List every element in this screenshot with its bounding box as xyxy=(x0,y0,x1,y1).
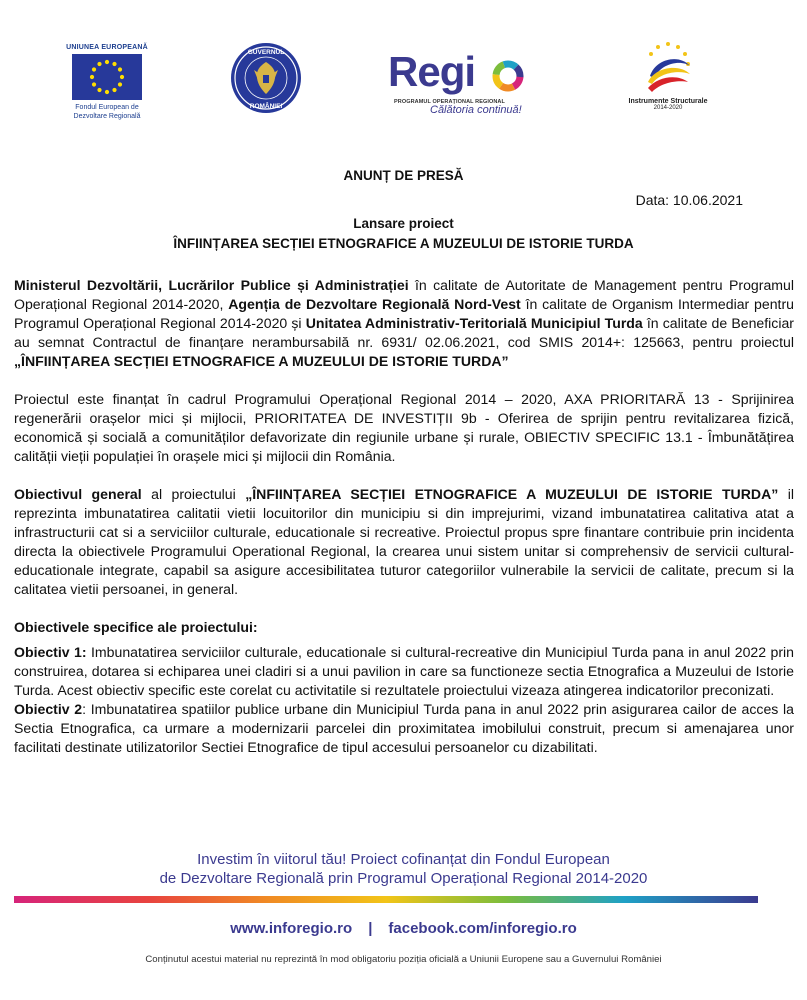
structural-instruments-title: Instrumente Structurale xyxy=(628,98,708,105)
inforegio-website-link[interactable]: www.inforegio.ro xyxy=(230,920,353,937)
footer-links xyxy=(0,920,807,937)
objective-1-text: Imbunatatirea serviciilor culturale, educationale si cultural-recreative din Municipiul Turda pana in anul 2022 prin construirea, dotarea si echiparea unei cladiri si a unui pavilion in care sa functioneze sectia Etnografica a Muzeului de Istorie Turda. Acest obiectiv specific este corelat cu activitatile si rezultatele proiectului vizeaza atingerea indicatorilor preconizati. xyxy=(14,644,795,698)
eu-star-icon xyxy=(112,88,116,92)
objective-1-label: Obiectiv 1: xyxy=(14,644,87,660)
eu-caption: UNIUNEA EUROPEANĂ xyxy=(66,44,148,51)
paragraph-general-objective xyxy=(14,485,794,599)
paragraph-contract xyxy=(14,276,794,371)
press-release-title: ANUNȚ DE PRESĂ xyxy=(343,168,464,183)
eu-fund-label-1: Fondul European de xyxy=(75,104,139,111)
structural-instruments-years: 2014-2020 xyxy=(653,105,683,111)
regio-wordmark: Regi xyxy=(388,48,476,95)
ministry-name: Ministerul Dezvoltării, Lucrărilor Publice și Administrației xyxy=(14,277,409,293)
eu-star-icon xyxy=(97,88,101,92)
eu-star-icon xyxy=(118,82,122,86)
link-separator: | xyxy=(368,920,373,937)
paragraph-text: în calitate de Beneficiar au semnat Contractul de finanțare nerambursabilă nr. 6931/ 02.06.2021, cod SMIS 2014+: 125663, pentru proiectul xyxy=(14,315,794,350)
regio-program-label: PROGRAMUL OPERAȚIONAL REGIONAL xyxy=(394,99,505,105)
svg-text:ROMÂNIEI: ROMÂNIEI xyxy=(249,103,283,110)
objective-1 xyxy=(14,643,794,700)
structural-instruments-logo xyxy=(622,40,714,111)
eu-logo xyxy=(66,44,148,121)
facebook-link[interactable]: facebook.com/inforegio.ro xyxy=(388,920,577,937)
eu-star-icon xyxy=(118,67,122,71)
objective-2-label: Obiectiv 2 xyxy=(14,701,83,717)
objective-2-container xyxy=(14,700,794,812)
objective-2 xyxy=(14,700,794,757)
svg-text:GUVERNUL: GUVERNUL xyxy=(247,49,285,56)
slogan-line-2: de Dezvoltare Regională prin Programul Operațional Regional 2014-2020 xyxy=(159,870,648,887)
project-title: ÎNFIINȚAREA SECȚIEI ETNOGRAFICE A MUZEULUI DE ISTORIE TURDA xyxy=(173,236,634,251)
romanian-government-seal-icon xyxy=(230,42,302,114)
agency-name: Agenția de Dezvoltare Regională Nord-Vest xyxy=(228,296,521,312)
project-name-inline: „ÎNFIINȚAREA SECȚIEI ETNOGRAFICE A MUZEULUI DE ISTORIE TURDA” xyxy=(245,486,779,502)
eu-star-icon xyxy=(120,75,124,79)
eu-disclaimer: Conținutul acestui material nu reprezintă în mod obligatoriu poziția oficială a Uniunii Europene sau a Guvernului României xyxy=(145,954,662,965)
eu-star-icon xyxy=(105,90,109,94)
launch-heading: Lansare proiect xyxy=(353,216,454,231)
eu-fund-label-2: Dezvoltare Regională xyxy=(73,113,141,120)
general-objective-label: Obiectivul general xyxy=(14,486,142,502)
eu-star-icon xyxy=(105,60,109,64)
eu-star-icon xyxy=(90,75,94,79)
press-release-body xyxy=(14,276,794,812)
objective-2-text: : Imbunatatirea spatiilor publice urbane din Municipiul Turda pana in anul 2022 prin asigurarea cailor de acces la Sectia Etnografica, ca urmare a modernizarii parcelei din proximitatea imobilului construit, precum si amenajarea unor facilitati destinate utilizatorilor Sectiei Etnografice de tipul accesului persoanelor cu dizabilitati. xyxy=(14,701,794,755)
paragraph-text: al proiectului xyxy=(141,486,246,502)
paragraph-text: în calitate de Autoritate de Management pentru Programul Operațional Regional 2014-2020, xyxy=(14,277,795,312)
regio-tagline: Călătoria continuă! xyxy=(430,104,522,116)
eu-star-icon xyxy=(112,62,116,66)
paragraph-text: il reprezinta imbunatatirea calitatii vietii locuitorilor din municipiu si din imprejurimi, vizand imbunatatirea calitativa atat a infrastructurii cat si a serviciilor culturale, educationale si recreative. Proiectul propus spre finantare contribuie prin incidenta directa la obiectivele Programului Operational Regional, la crearea unui sistem unitar si comprehensiv de servicii cultural-educationale integrate, capabil sa asigure accesibilitatea tuturor categoriilor vulnerabile la servicii de calitate, precum si la calitatea vietii persoanei, in general. xyxy=(14,486,794,597)
structural-instruments-emblem-icon xyxy=(638,40,698,96)
regio-logo xyxy=(388,48,538,120)
rainbow-divider xyxy=(14,896,758,903)
logo-header xyxy=(0,40,807,130)
eu-flag-icon xyxy=(72,54,142,100)
release-date: Data: 10.06.2021 xyxy=(635,192,743,208)
beneficiary-name: Unitatea Administrativ-Teritorială Municipiul Turda xyxy=(305,315,643,331)
paragraph-funding: Proiectul este finanțat în cadrul Programului Operațional Regional 2014 – 2020, AXA PRIORITARĂ 13 - Sprijinirea regenerării orașelor mici și mijlocii, PRIORITATEA DE INVESTIȚII 9b - Oferirea de sprijin pentru revitalizarea fizică, economică și socială a comunităților defavorizate din regiunile urbane și rurale, OBIECTIV SPECIFIC 13.1 - Îmbunătățirea calității vieții populației în orașele mici și mijlocii din România. xyxy=(14,391,794,464)
slogan-line-1: Investim în viitorul tău! Proiect cofinanțat din Fondul European xyxy=(197,851,610,868)
regio-ring-icon xyxy=(492,60,524,92)
funding-slogan xyxy=(0,850,807,888)
eu-star-icon xyxy=(92,82,96,86)
project-name-inline: „ÎNFIINȚAREA SECȚIEI ETNOGRAFICE A MUZEULUI DE ISTORIE TURDA” xyxy=(14,353,509,369)
specific-objectives-heading: Obiectivele specifice ale proiectului: xyxy=(14,619,258,635)
paragraph-text: în calitate de Organism Intermediar pentru Programul Operațional Regional 2014-2020 și xyxy=(14,296,794,331)
eu-star-icon xyxy=(92,67,96,71)
eu-star-icon xyxy=(97,62,101,66)
